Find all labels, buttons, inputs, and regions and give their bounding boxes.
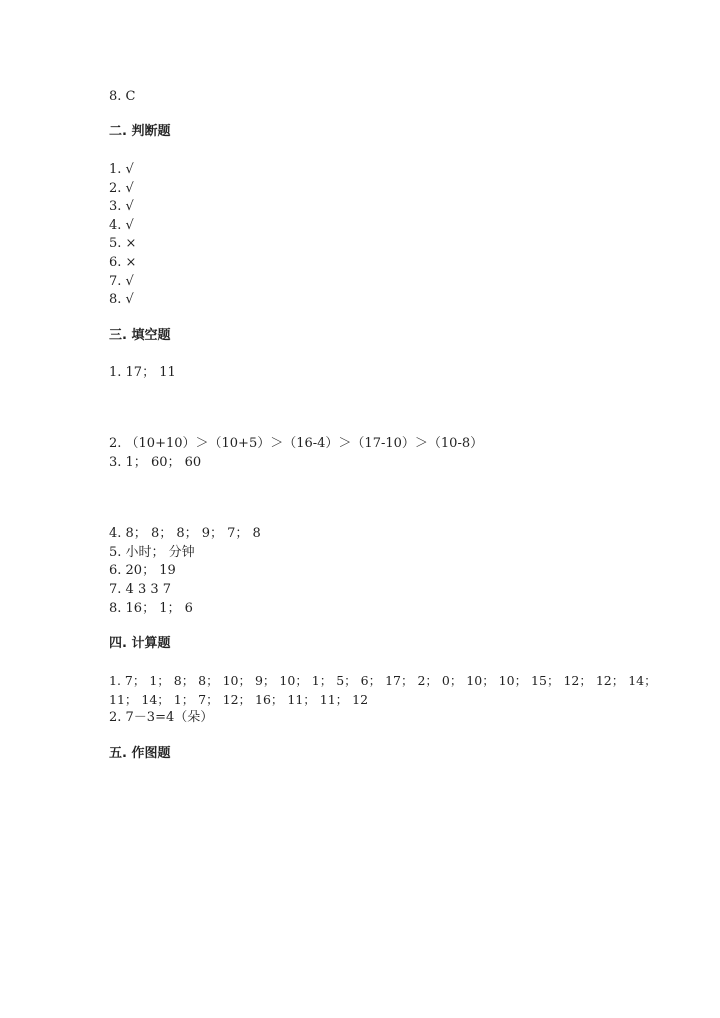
answer-s2-2: 2. √	[109, 181, 134, 196]
answer-s4-1-line2: 11； 14； 1； 7； 12； 16； 11； 11； 12	[109, 692, 369, 707]
answer-s3-5: 5. 小时； 分钟	[109, 545, 195, 560]
answer-s4-2: 2. 7－3=4（朵）	[109, 710, 214, 725]
answer-s3-2: 2. （10+10）＞（10+5）＞（16-4）＞（17-10）＞（10-8）	[109, 436, 484, 451]
answer-s4-1-line1: 1. 7； 1； 8； 8； 10； 9； 10； 1； 5； 6； 17； 2； 0； 10； 10； 15； 12； 12； 14；	[109, 673, 657, 688]
answer-s2-6: 6. ×	[109, 255, 137, 270]
answer-s2-1: 1. √	[109, 162, 134, 177]
answer-s3-1: 1. 17； 11	[109, 365, 176, 380]
answer-s3-7: 7. 4 3 3 7	[109, 582, 172, 597]
answer-s2-8: 8. √	[109, 292, 134, 307]
section-title-fill-blank: 三. 填空题	[109, 328, 171, 343]
section-title-calculation: 四. 计算题	[109, 636, 171, 651]
answer-s1-8: 8. C	[109, 89, 136, 104]
answer-s3-3: 3. 1； 60； 60	[109, 455, 202, 470]
section-title-drawing: 五. 作图题	[109, 746, 171, 761]
answer-s2-7: 7. √	[109, 274, 134, 289]
answer-s2-4: 4. √	[109, 218, 134, 233]
answer-s3-6: 6. 20； 19	[109, 563, 176, 578]
section-title-judgement: 二. 判断题	[109, 124, 171, 139]
answer-s3-4: 4. 8； 8； 8； 9； 7； 8	[109, 526, 261, 541]
answer-s2-5: 5. ×	[109, 236, 137, 251]
answer-s3-8: 8. 16； 1； 6	[109, 601, 193, 616]
answer-s2-3: 3. √	[109, 199, 134, 214]
